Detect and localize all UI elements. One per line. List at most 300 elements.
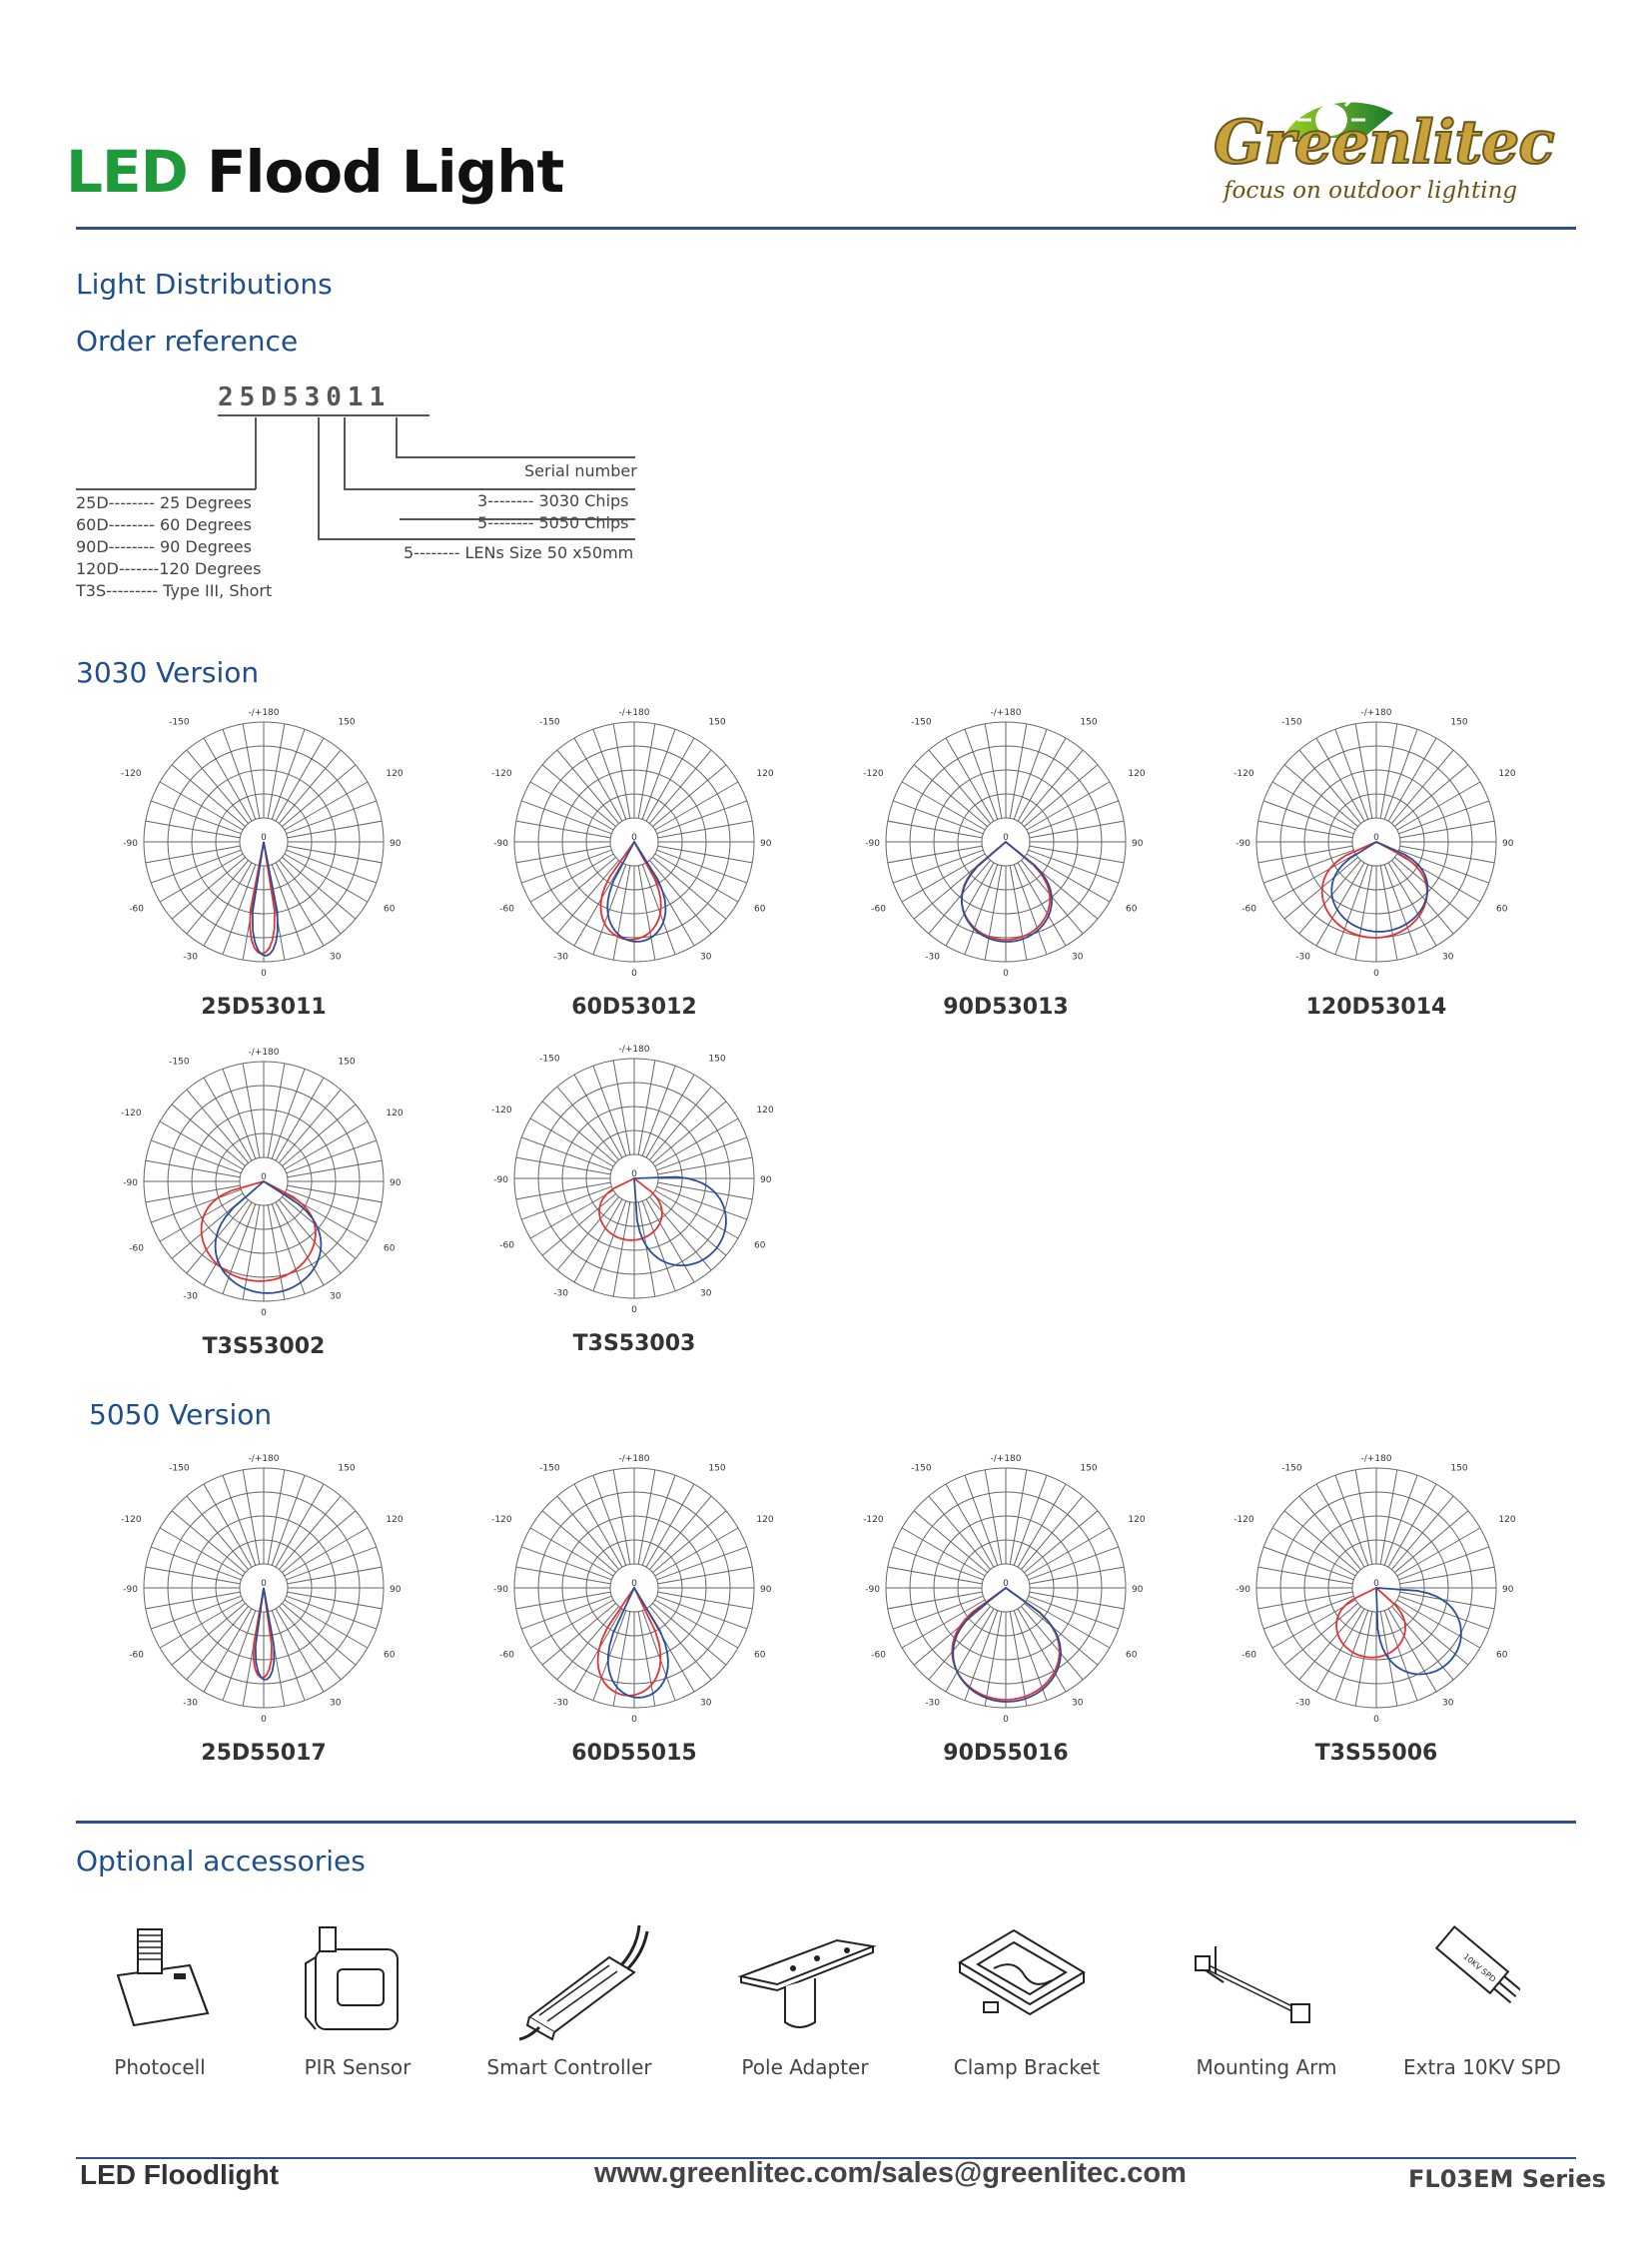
angle-tick-label: 150 — [1450, 1463, 1468, 1474]
angle-tick-label: 0 — [1373, 1579, 1379, 1589]
angle-tick-label: -120 — [1234, 769, 1254, 779]
grid-spoke — [151, 850, 241, 883]
angle-tick-label: -60 — [871, 904, 886, 915]
angle-tick-label: -60 — [129, 1650, 144, 1661]
spd-icon — [1410, 1913, 1520, 2037]
angle-tick-label: 60 — [754, 904, 766, 915]
grid-spoke — [613, 1470, 630, 1565]
grid-spoke — [521, 1137, 611, 1170]
angle-tick-label: -30 — [1295, 952, 1310, 963]
grid-spoke — [1399, 1547, 1489, 1580]
grid-spoke — [1400, 821, 1495, 838]
angle-tick-label: -60 — [1241, 1650, 1256, 1661]
v3030-heading: 3030 Version — [76, 656, 260, 689]
angle-tick-label: -120 — [121, 769, 142, 779]
angle-tick-label: 90 — [390, 839, 402, 849]
grid-spoke — [1258, 1567, 1353, 1584]
grid-spoke — [287, 850, 377, 883]
grid-spoke — [638, 724, 655, 819]
angle-tick-label: -150 — [911, 1463, 932, 1474]
angle-tick-label: 120 — [1128, 769, 1146, 779]
polar-plot-label: 90D53013 — [943, 995, 1069, 1020]
angle-tick-label: -150 — [539, 1054, 560, 1065]
grid-spoke — [1355, 866, 1372, 961]
grid-spoke — [243, 1064, 260, 1158]
polar-chart — [119, 1443, 409, 1733]
polar-plot-label: 60D55015 — [571, 1741, 697, 1766]
grid-spoke — [658, 1157, 753, 1174]
angle-tick-label: 0 — [261, 1579, 267, 1589]
grid-spoke — [638, 1061, 655, 1155]
grid-spoke — [288, 821, 383, 838]
angle-tick-label: 90 — [1502, 839, 1514, 849]
grid-spoke — [268, 1205, 285, 1300]
grid-spoke — [1380, 724, 1397, 819]
angle-tick-label: 150 — [338, 1463, 356, 1474]
angle-tick-label: -150 — [1281, 1463, 1302, 1474]
angle-tick-label: 150 — [708, 717, 726, 728]
grid-spoke — [521, 1186, 611, 1219]
angle-tick-label: 30 — [330, 952, 342, 963]
grid-spoke — [287, 1596, 377, 1629]
polar-plot-label: 25D53011 — [201, 995, 327, 1020]
order-reference-heading: Order reference — [76, 325, 299, 358]
grid-spoke — [965, 729, 998, 819]
v5050-heading: 5050 Version — [89, 1398, 273, 1431]
grid-spoke — [521, 1596, 611, 1629]
grid-spoke — [146, 1592, 241, 1609]
angle-tick-label: -30 — [925, 1698, 940, 1709]
angle-tick-label: 0 — [1003, 1715, 1009, 1725]
grid-spoke — [288, 1160, 383, 1177]
polar-chart — [861, 1443, 1151, 1733]
grid-spoke — [516, 821, 611, 838]
polar-chart — [861, 697, 1151, 987]
angle-tick-label: 150 — [708, 1054, 726, 1065]
grid-spoke — [642, 865, 675, 955]
angle-tick-label: -90 — [493, 1585, 508, 1595]
code-underline — [218, 414, 429, 416]
grid-spoke — [1355, 1470, 1372, 1565]
angle-tick-label: -90 — [493, 1175, 508, 1185]
grid-spoke — [516, 1182, 611, 1199]
grid-spoke — [613, 1061, 630, 1155]
degree-options — [76, 492, 272, 602]
grid-spoke — [1014, 1475, 1047, 1565]
polar-plot-label: 90D55016 — [943, 1741, 1069, 1766]
angle-tick-label: 90 — [760, 1585, 772, 1595]
angle-tick-label: 30 — [1442, 1698, 1454, 1709]
photocell-icon — [110, 1917, 220, 2051]
angle-tick-label: -90 — [493, 839, 508, 849]
angle-tick-label: -/+180 — [990, 708, 1022, 718]
polar-chart — [119, 697, 409, 987]
angle-tick-label: 0 — [631, 1579, 637, 1589]
grid-spoke — [1263, 801, 1353, 834]
grid-spoke — [516, 1157, 611, 1174]
grid-spoke — [146, 1160, 241, 1177]
accessories-heading: Optional accessories — [76, 1845, 366, 1877]
grid-spoke — [658, 821, 753, 838]
angle-tick-label: 60 — [1126, 1650, 1138, 1661]
angle-tick-label: 0 — [631, 969, 637, 979]
grid-spoke — [151, 801, 241, 834]
angle-tick-label: -30 — [553, 952, 568, 963]
degree-option: 120D-------120 Degrees — [76, 559, 262, 578]
grid-spoke — [151, 1189, 241, 1222]
angle-tick-label: 60 — [1496, 904, 1508, 915]
angle-tick-label: 90 — [1502, 1585, 1514, 1595]
grid-spoke — [1010, 1470, 1027, 1565]
grid-spoke — [1030, 846, 1125, 863]
angle-tick-label: 120 — [1128, 1515, 1146, 1525]
angle-tick-label: -90 — [123, 839, 138, 849]
angle-tick-label: 30 — [700, 952, 712, 963]
title-accent: LED — [66, 138, 188, 206]
grid-spoke — [243, 1205, 260, 1300]
leader-degrees — [255, 417, 257, 489]
spd-label: 10KV SPD — [1461, 1951, 1498, 1984]
angle-tick-label: 120 — [756, 1515, 774, 1525]
angle-tick-label: -/+180 — [1360, 1454, 1392, 1464]
angle-tick-label: -30 — [553, 1288, 568, 1299]
angle-tick-label: 0 — [261, 1172, 267, 1182]
angle-tick-label: -90 — [865, 1585, 880, 1595]
grid-spoke — [638, 1470, 655, 1565]
grid-spoke — [1029, 850, 1119, 883]
accessory-label: PIR Sensor — [304, 2055, 412, 2079]
leader-degrees-h — [76, 488, 256, 490]
grid-spoke — [1355, 724, 1372, 819]
grid-spoke — [1335, 1611, 1368, 1701]
grid-spoke — [1258, 821, 1353, 838]
polar-plot — [489, 697, 779, 1020]
grid-spoke — [146, 821, 241, 838]
grid-spoke — [1399, 850, 1489, 883]
grid-spoke — [1258, 1592, 1353, 1609]
grid-spoke — [1399, 801, 1489, 834]
angle-tick-label: -30 — [925, 952, 940, 963]
polar-plot-label: 60D53012 — [571, 995, 697, 1020]
grid-spoke — [287, 1140, 377, 1173]
grid-spoke — [521, 1547, 611, 1580]
angle-tick-label: 150 — [708, 1463, 726, 1474]
angle-tick-label: 0 — [631, 1169, 637, 1179]
angle-tick-label: 90 — [1132, 839, 1144, 849]
angle-tick-label: 150 — [338, 1057, 356, 1068]
order-code-text: 25D53011 — [218, 382, 392, 412]
grid-spoke — [1380, 866, 1397, 961]
grid-spoke — [1030, 821, 1125, 838]
grid-spoke — [1400, 1592, 1495, 1609]
grid-spoke — [888, 846, 983, 863]
grid-spoke — [638, 866, 655, 961]
smart-controller-icon — [509, 1917, 649, 2051]
grid-spoke — [151, 1547, 241, 1580]
header-divider — [76, 227, 1576, 230]
degree-option: T3S--------- Type III, Short — [76, 581, 273, 600]
degree-option: 90D-------- 90 Degrees — [76, 537, 252, 556]
polar-plot-label: T3S53002 — [202, 1334, 326, 1359]
grid-spoke — [642, 729, 675, 819]
polar-plot — [861, 1443, 1151, 1766]
angle-tick-label: 0 — [1003, 833, 1009, 843]
grid-spoke — [272, 1475, 305, 1565]
grid-spoke — [223, 729, 256, 819]
angle-tick-label: -150 — [1281, 717, 1302, 728]
grid-spoke — [1335, 729, 1368, 819]
polar-plot — [119, 697, 409, 1020]
grid-spoke — [658, 1567, 753, 1584]
logo-wordmark: Greenlitec — [1214, 108, 1554, 178]
accessory-label: Pole Adapter — [741, 2055, 869, 2079]
angle-tick-label: -120 — [1234, 1515, 1254, 1525]
grid-spoke — [657, 1596, 747, 1629]
grid-spoke — [965, 1475, 998, 1565]
grid-spoke — [288, 1567, 383, 1584]
grid-spoke — [888, 1567, 983, 1584]
grid-spoke — [516, 1592, 611, 1609]
angle-tick-label: 30 — [330, 1698, 342, 1709]
grid-spoke — [613, 724, 630, 819]
angle-tick-label: -120 — [491, 1515, 512, 1525]
angle-tick-label: 90 — [390, 1178, 402, 1188]
grid-spoke — [1335, 865, 1368, 955]
grid-spoke — [272, 1069, 305, 1158]
polar-plot — [489, 1034, 779, 1356]
polar-plot-label: 25D55017 — [201, 1741, 327, 1766]
grid-spoke — [1030, 1592, 1125, 1609]
angle-tick-label: 150 — [338, 717, 356, 728]
angle-tick-label: 0 — [1373, 1715, 1379, 1725]
angle-tick-label: 0 — [631, 833, 637, 843]
grid-spoke — [1029, 1596, 1119, 1629]
angle-tick-label: -150 — [169, 717, 190, 728]
angle-tick-label: -120 — [121, 1109, 142, 1119]
angle-tick-label: 0 — [261, 833, 267, 843]
grid-spoke — [1384, 865, 1417, 955]
polar-plot-label: 120D53014 — [1305, 995, 1447, 1020]
angle-tick-label: -60 — [129, 904, 144, 915]
pir-sensor-icon — [298, 1917, 408, 2051]
polar-chart — [489, 1034, 779, 1323]
angle-tick-label: -120 — [863, 1515, 884, 1525]
grid-spoke — [593, 1066, 626, 1155]
accessory-label: Extra 10KV SPD — [1403, 2055, 1561, 2079]
angle-tick-label: -90 — [865, 839, 880, 849]
angle-tick-label: 60 — [754, 1240, 766, 1251]
grid-spoke — [287, 801, 377, 834]
mounting-arm-icon — [1194, 1942, 1323, 2036]
angle-tick-label: 120 — [386, 1515, 404, 1525]
chip-option-3030: 3-------- 3030 Chips — [477, 491, 629, 510]
grid-spoke — [1010, 724, 1027, 819]
grid-spoke — [658, 846, 753, 863]
angle-tick-label: -/+180 — [990, 1454, 1022, 1464]
grid-spoke — [1384, 1475, 1417, 1565]
page-title — [66, 138, 563, 206]
angle-tick-label: -30 — [553, 1698, 568, 1709]
angle-tick-label: 90 — [760, 1175, 772, 1185]
grid-spoke — [272, 1611, 305, 1701]
grid-spoke — [516, 846, 611, 863]
grid-spoke — [146, 1567, 241, 1584]
angle-tick-label: 60 — [384, 1650, 396, 1661]
pole-adapter-icon — [737, 1922, 877, 2036]
angle-tick-label: -60 — [499, 904, 514, 915]
grid-spoke — [1030, 1567, 1125, 1584]
grid-spoke — [985, 724, 1002, 819]
angle-tick-label: 0 — [1003, 969, 1009, 979]
grid-spoke — [593, 1201, 626, 1291]
grid-spoke — [1010, 1612, 1027, 1707]
degree-option: 60D-------- 60 Degrees — [76, 515, 252, 534]
grid-spoke — [288, 1185, 383, 1202]
grid-spoke — [272, 1204, 305, 1294]
angle-tick-label: -150 — [911, 717, 932, 728]
angle-tick-label: 0 — [1373, 833, 1379, 843]
angle-tick-label: -120 — [491, 769, 512, 779]
polar-chart — [1232, 1443, 1521, 1733]
angle-tick-label: -/+180 — [618, 1045, 650, 1055]
order-code — [218, 382, 391, 412]
angle-tick-label: 90 — [1132, 1585, 1144, 1595]
grid-spoke — [593, 729, 626, 819]
angle-tick-label: 60 — [754, 1650, 766, 1661]
grid-spoke — [1384, 729, 1417, 819]
grid-spoke — [516, 1567, 611, 1584]
angle-tick-label: 0 — [261, 1308, 267, 1318]
distribution-curve-blue — [253, 842, 278, 956]
leader-serial-h — [396, 456, 635, 458]
angle-tick-label: 30 — [1072, 1698, 1084, 1709]
grid-spoke — [1014, 729, 1047, 819]
grid-spoke — [272, 729, 305, 819]
leader-serial — [396, 417, 398, 457]
angle-tick-label: 60 — [384, 904, 396, 915]
angle-tick-label: 150 — [1080, 717, 1098, 728]
polar-chart — [119, 1037, 409, 1326]
brand-logo — [1214, 78, 1573, 208]
angle-tick-label: 120 — [386, 769, 404, 779]
angle-tick-label: 0 — [1373, 969, 1379, 979]
angle-tick-label: -30 — [1295, 1698, 1310, 1709]
grid-spoke — [593, 1475, 626, 1565]
grid-spoke — [888, 821, 983, 838]
grid-spoke — [985, 1470, 1002, 1565]
polar-plot — [1232, 697, 1521, 1020]
angle-tick-label: -30 — [183, 952, 198, 963]
angle-tick-label: 30 — [1442, 952, 1454, 963]
angle-tick-label: 150 — [1080, 1463, 1098, 1474]
angle-tick-label: -150 — [539, 717, 560, 728]
angle-tick-label: -/+180 — [618, 1454, 650, 1464]
polar-plot-label: T3S53003 — [572, 1331, 696, 1356]
grid-spoke — [613, 866, 630, 961]
angle-tick-label: -60 — [129, 1243, 144, 1254]
angle-tick-label: -60 — [1241, 904, 1256, 915]
angle-tick-label: -90 — [123, 1585, 138, 1595]
grid-spoke — [1263, 1547, 1353, 1580]
grid-spoke — [888, 1592, 983, 1609]
angle-tick-label: 90 — [760, 839, 772, 849]
grid-spoke — [146, 846, 241, 863]
angle-tick-label: 30 — [700, 1288, 712, 1299]
grid-spoke — [223, 1611, 256, 1701]
angle-tick-label: -60 — [499, 1650, 514, 1661]
grid-spoke — [151, 1596, 241, 1629]
grid-spoke — [642, 1611, 675, 1701]
angle-tick-label: -120 — [121, 1515, 142, 1525]
angle-tick-label: 60 — [384, 1243, 396, 1254]
grid-spoke — [985, 866, 1002, 961]
grid-spoke — [893, 1547, 983, 1580]
serial-label: Serial number — [524, 461, 637, 480]
angle-tick-label: 120 — [1498, 769, 1516, 779]
polar-plot-label: T3S55006 — [1314, 1741, 1438, 1766]
grid-spoke — [223, 1069, 256, 1158]
angle-tick-label: 30 — [330, 1291, 342, 1302]
angle-tick-label: -/+180 — [618, 708, 650, 718]
angle-tick-label: 30 — [700, 1698, 712, 1709]
angle-tick-label: 120 — [756, 1106, 774, 1116]
polar-chart — [489, 697, 779, 987]
angle-tick-label: 120 — [756, 769, 774, 779]
angle-tick-label: -150 — [539, 1463, 560, 1474]
angle-tick-label: -60 — [871, 1650, 886, 1661]
leader-lens-h — [318, 538, 635, 540]
grid-spoke — [1384, 1611, 1417, 1701]
grid-spoke — [658, 1592, 753, 1609]
grid-spoke — [657, 1547, 747, 1580]
grid-spoke — [521, 801, 611, 834]
footer-contact-link[interactable]: www.greenlitec.com/sales@greenlitec.com — [594, 2157, 1187, 2189]
light-distributions-heading: Light Distributions — [76, 268, 333, 301]
polar-plot — [861, 697, 1151, 1020]
angle-tick-label: -90 — [123, 1178, 138, 1188]
clamp-bracket-icon — [954, 1922, 1094, 2036]
grid-spoke — [1335, 1475, 1368, 1565]
accessories-divider — [76, 1821, 1576, 1824]
angle-tick-label: 120 — [386, 1109, 404, 1119]
grid-spoke — [268, 724, 285, 819]
leader-chips-h — [344, 488, 635, 490]
polar-plot — [119, 1443, 409, 1766]
angle-tick-label: 90 — [390, 1585, 402, 1595]
footer-product: LED Floodlight — [80, 2159, 280, 2190]
angle-tick-label: 0 — [261, 1715, 267, 1725]
angle-tick-label: -30 — [183, 1291, 198, 1302]
grid-spoke — [657, 850, 747, 883]
chip-option-5050: 5-------- 5050 Chips — [477, 513, 629, 532]
title-rest: Flood Light — [206, 138, 564, 206]
polar-plot — [489, 1443, 779, 1766]
lens-option: 5-------- LENs Size 50 x50mm — [404, 543, 634, 562]
grid-spoke — [268, 1470, 285, 1565]
grid-spoke — [1355, 1612, 1372, 1707]
angle-tick-label: -120 — [491, 1106, 512, 1116]
grid-spoke — [223, 1475, 256, 1565]
grid-spoke — [893, 1596, 983, 1629]
grid-spoke — [287, 1547, 377, 1580]
angle-tick-label: 150 — [1450, 717, 1468, 728]
grid-spoke — [288, 846, 383, 863]
angle-tick-label: -/+180 — [248, 1454, 280, 1464]
polar-plot — [1232, 1443, 1521, 1766]
angle-tick-label: 60 — [1126, 904, 1138, 915]
grid-spoke — [288, 1592, 383, 1609]
grid-spoke — [1400, 1567, 1495, 1584]
